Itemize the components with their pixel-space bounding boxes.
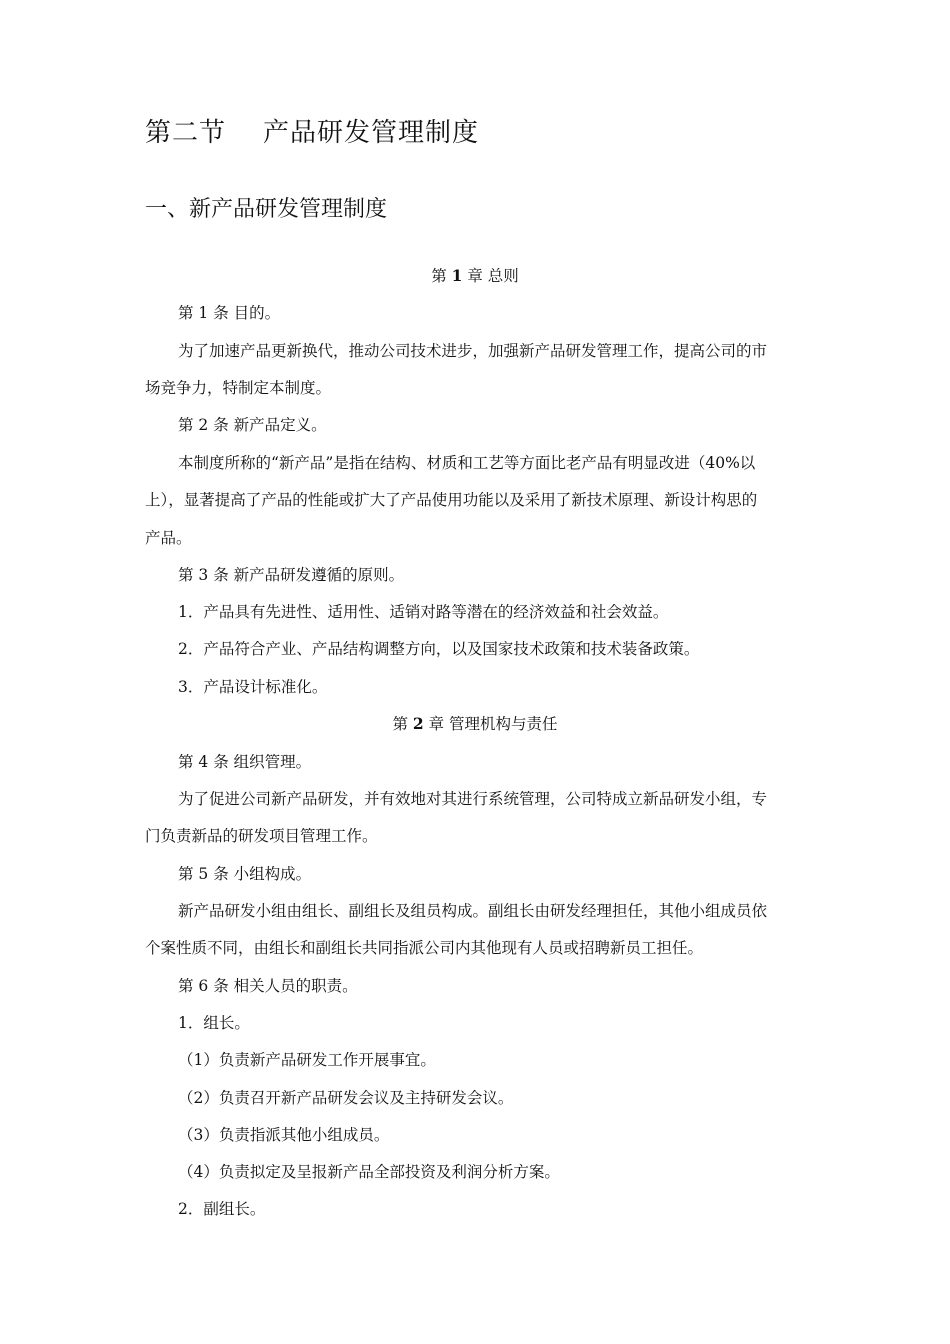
article-6-subitem: （3）负责指派其他小组成员。 [178, 1126, 390, 1144]
article-6-subitem: （2）负责召开新产品研发会议及主持研发会议。 [178, 1089, 514, 1107]
article-1-title: 第 1 条 目的。 [178, 304, 281, 322]
article-3-item: 2．产品符合产业、产品结构调整方向，以及国家技术政策和技术装备政策。 [178, 640, 700, 658]
article-3-item: 1．产品具有先进性、适用性、适销对路等潜在的经济效益和社会效益。 [178, 603, 669, 621]
article-2-para-line: 产品。 [145, 529, 192, 547]
article-1-para-line: 场竞争力，特制定本制度。 [145, 379, 332, 397]
article-2-para-line: 上），显著提高了产品的性能或扩大了产品使用功能以及采用了新技术原理、新设计构思的 [145, 491, 758, 509]
chapter-1-heading [0, 266, 950, 286]
section-title: 第二节 产品研发管理制度 [145, 118, 480, 148]
article-6-subitem: （4）负责拟定及呈报新产品全部投资及利润分析方案。 [178, 1163, 560, 1181]
chapter-2-heading [0, 714, 950, 734]
article-3-title: 第 3 条 新产品研发遵循的原则。 [178, 566, 405, 584]
chapter-prefix: 第 [392, 715, 413, 733]
article-5-para-line: 个案性质不同，由组长和副组长共同指派公司内其他现有人员或招聘新员工担任。 [145, 939, 704, 957]
chapter-suffix: 章 管理机构与责任 [423, 715, 558, 733]
article-2-para-line: 本制度所称的“新产品”是指在结构、材质和工艺等方面比老产品有明显改进（40%以 [178, 454, 756, 472]
article-5-para-line: 新产品研发小组由组长、副组长及组员构成。副组长由研发经理担任，其他小组成员依 [178, 902, 768, 920]
chapter-number: 1 [451, 266, 463, 285]
subsection-title: 一、新产品研发管理制度 [145, 197, 388, 222]
article-6-item: 2．副组长。 [178, 1200, 266, 1218]
chapter-suffix: 章 总则 [462, 267, 519, 285]
article-2-title: 第 2 条 新产品定义。 [178, 416, 327, 434]
article-6-item: 1．组长。 [178, 1014, 250, 1032]
article-3-item: 3．产品设计标准化。 [178, 678, 328, 696]
article-6-title: 第 6 条 相关人员的职责。 [178, 977, 358, 995]
article-4-para-line: 为了促进公司新产品研发，并有效地对其进行系统管理，公司特成立新品研发小组，专 [178, 790, 768, 808]
article-5-title: 第 5 条 小组构成。 [178, 865, 312, 883]
article-6-subitem: （1）负责新产品研发工作开展事宜。 [178, 1051, 436, 1069]
chapter-number: 2 [412, 714, 424, 733]
article-1-para-line: 为了加速产品更新换代，推动公司技术进步，加强新产品研发管理工作，提高公司的市 [178, 342, 768, 360]
article-4-title: 第 4 条 组织管理。 [178, 753, 312, 771]
article-4-para-line: 门负责新品的研发项目管理工作。 [145, 827, 378, 845]
chapter-prefix: 第 [431, 267, 452, 285]
